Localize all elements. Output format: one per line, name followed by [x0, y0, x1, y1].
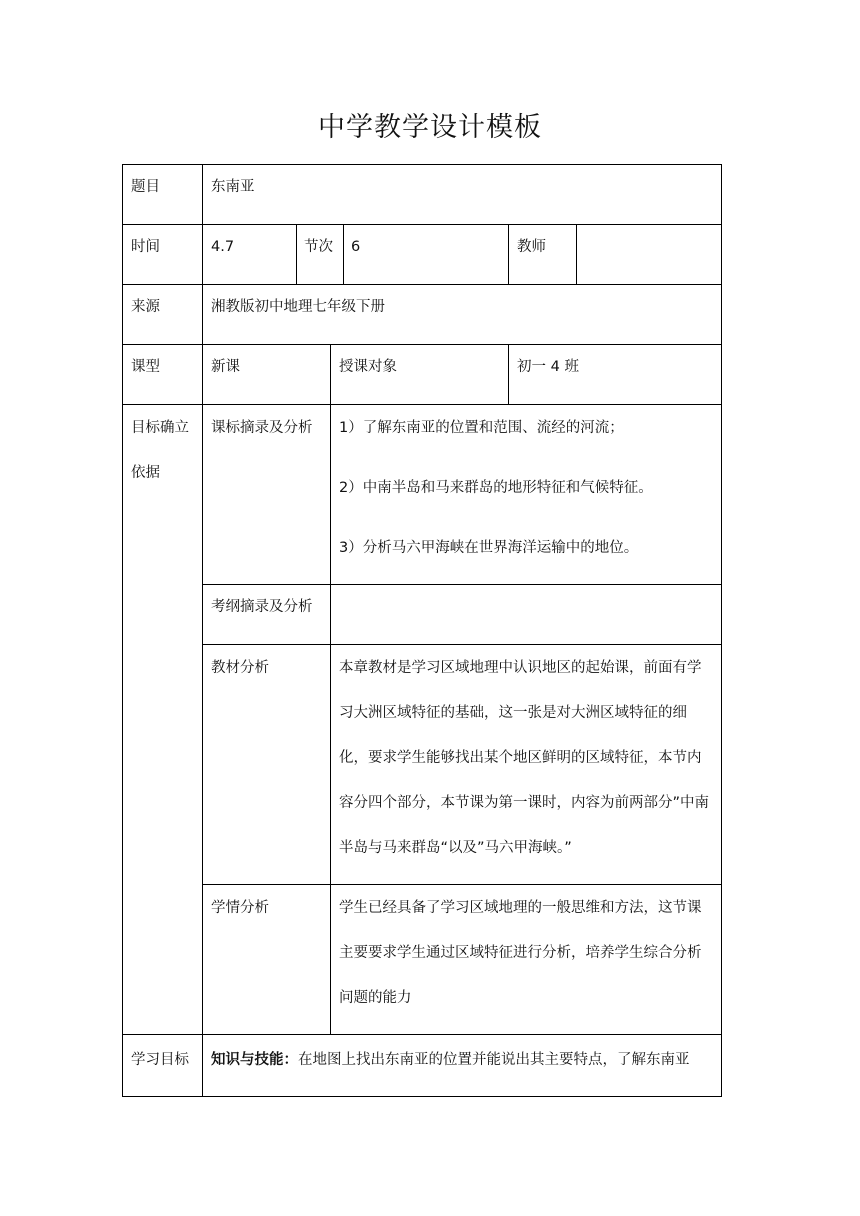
objectives-text — [211, 1050, 690, 1070]
students-label: 学情分析 — [211, 900, 269, 916]
curriculum-label: 课标摘录及分析 — [211, 420, 313, 436]
textbook-analysis-text: 本章教材是学习区域地理中认识地区的起始课，前面有学习大洲区域特征的基础，这一张是对大洲区域特征的细化，要求学生能够找出某个地区鲜明的区域特征，本节内容分四个部分，本节课为第一课时，内容为前两部分”中南半岛与马来群岛“以及”马六甲海峡。” — [339, 660, 710, 856]
time-value: 4.7 — [211, 239, 235, 255]
basis-label-line1: 目标确立 — [131, 420, 189, 436]
teacher-label: 教师 — [517, 239, 546, 255]
topic-label: 题目 — [131, 179, 160, 195]
lesson-type-value: 新课 — [211, 359, 240, 375]
audience-label: 授课对象 — [339, 359, 397, 375]
objectives-label: 学习目标 — [131, 1052, 189, 1068]
session-value: 6 — [351, 239, 361, 255]
objectives-body: 在地图上找出东南亚的位置并能说出其主要特点，了解东南亚 — [298, 1052, 690, 1068]
textbook-label: 教材分析 — [211, 660, 269, 676]
curriculum-line-2: 2）中南半岛和马来群岛的地形特征和气候特征。 — [339, 480, 653, 496]
curriculum-line-3: 3）分析马六甲海峡在世界海洋运输中的地位。 — [339, 540, 639, 556]
exam-label: 考纲摘录及分析 — [211, 599, 313, 615]
students-analysis-text: 学生已经具备了学习区域地理的一般思维和方法，这节课主要要求学生通过区域特征进行分析，培养学生综合分析问题的能力 — [339, 900, 702, 1006]
audience-value: 初一 4 班 — [517, 359, 579, 375]
time-label: 时间 — [131, 239, 160, 255]
source-value: 湘教版初中地理七年级下册 — [211, 299, 385, 315]
lesson-type-label: 课型 — [131, 359, 160, 375]
curriculum-line-1: 1）了解东南亚的位置和范围、流经的河流； — [339, 420, 624, 436]
objectives-bold-heading: 知识与技能： — [211, 1052, 298, 1068]
session-label: 节次 — [304, 239, 333, 255]
source-label: 来源 — [131, 299, 160, 315]
page-title: 中学教学设计模板 — [318, 112, 542, 143]
basis-label-line2: 依据 — [131, 465, 160, 481]
topic-value: 东南亚 — [211, 179, 255, 195]
